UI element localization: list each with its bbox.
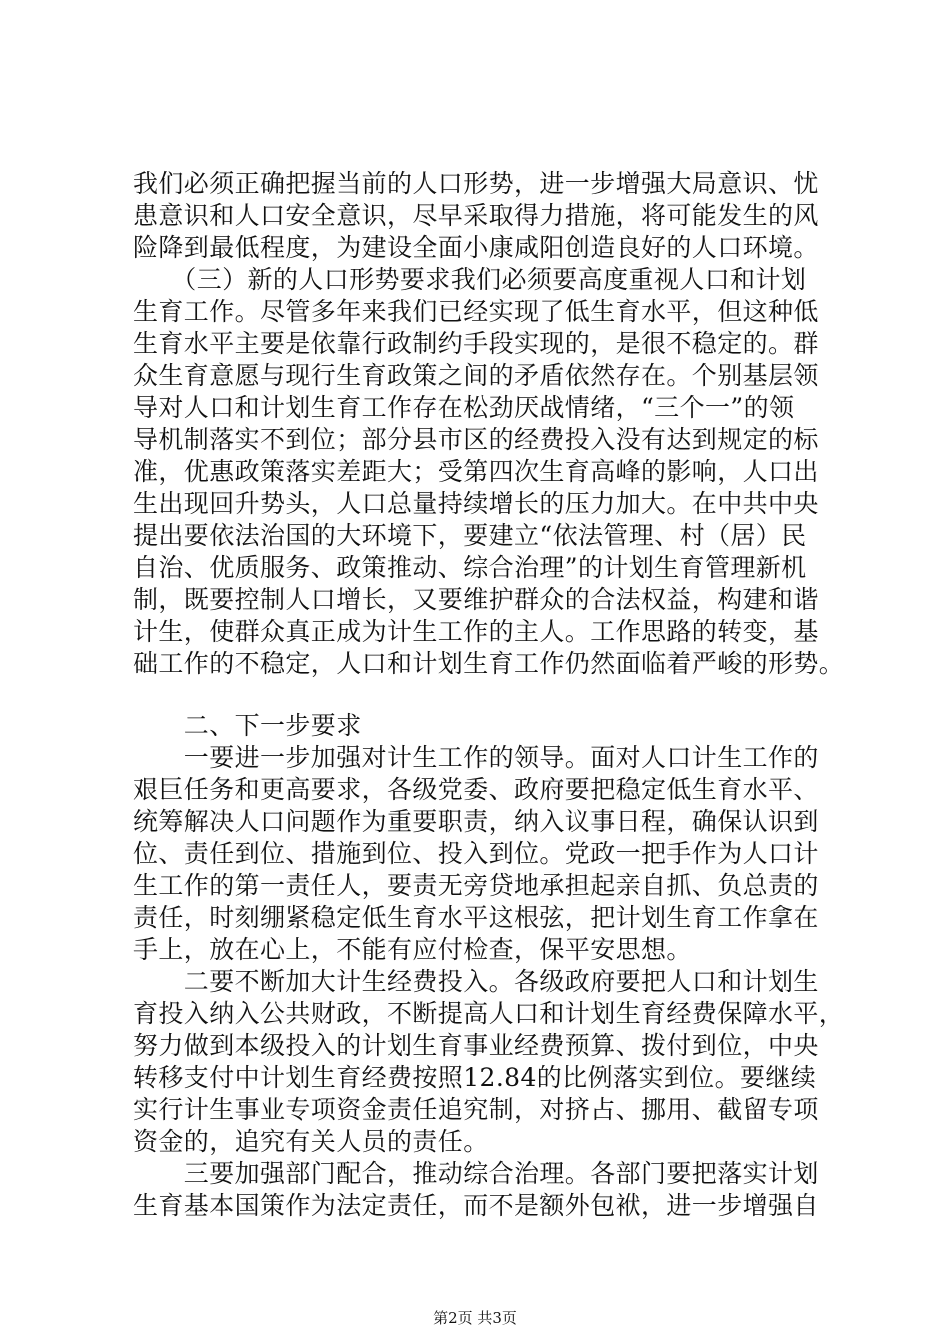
text-line: 责任，时刻绷紧稳定低生育水平这根弦，把计划生育工作拿在	[133, 903, 819, 932]
text-line: 我们必须正确把握当前的人口形势，进一步增强大局意识、忧	[133, 169, 819, 198]
text-line: 础工作的不稳定，人口和计划生育工作仍然面临着严峻的形势。	[133, 649, 845, 678]
text-line: （三）新的人口形势要求我们必须要高度重视人口和计划	[133, 265, 807, 294]
text-line: 位、责任到位、措施到位、投入到位。党政一把手作为人口计	[133, 839, 819, 868]
text-line: 实行计生事业专项资金责任追究制，对挤占、挪用、截留专项	[133, 1095, 819, 1124]
text-line: 准，优惠政策落实差距大；受第四次生育高峰的影响，人口出	[133, 457, 819, 486]
text-line: 提出要依法治国的大环境下，要建立“依法管理、村（居）民	[133, 521, 807, 550]
text-line: 生出现回升势头，人口总量持续增长的压力加大。在中共中央	[133, 489, 819, 518]
text-line: 资金的，追究有关人员的责任。	[133, 1127, 489, 1156]
text-line: 生育基本国策作为法定责任，而不是额外包袱，进一步增强自	[133, 1191, 819, 1220]
text-line: 手上，放在心上，不能有应付检查，保平安思想。	[133, 935, 692, 964]
paragraph-block-1	[133, 168, 845, 680]
page-number-label: 第2页 共3页	[433, 1309, 517, 1327]
text-line: 一要进一步加强对计生工作的领导。面对人口计生工作的	[133, 743, 819, 772]
text-line: 制，既要控制人口增长，又要维护群众的合法权益，构建和谐	[133, 585, 819, 614]
document-body	[133, 168, 845, 1222]
text-line: 努力做到本级投入的计划生育事业经费预算、拨付到位，中央	[133, 1031, 819, 1060]
text-line: 导机制落实不到位；部分县市区的经费投入没有达到规定的标	[133, 425, 819, 454]
text-line: 三要加强部门配合，推动综合治理。各部门要把落实计划	[133, 1159, 819, 1188]
text-line: 众生育意愿与现行生育政策之间的矛盾依然存在。个别基层领	[133, 361, 819, 390]
text-line: 生育水平主要是依靠行政制约手段实现的，是很不稳定的。群	[133, 329, 819, 358]
text-line: 患意识和人口安全意识，尽早采取得力措施，将可能发生的风	[133, 201, 819, 230]
text-line: 自治、优质服务、政策推动、综合治理”的计划生育管理新机	[133, 553, 807, 582]
text-line: 险降到最低程度，为建设全面小康咸阳创造良好的人口环境。	[133, 233, 819, 262]
text-line: 计生，使群众真正成为计生工作的主人。工作思路的转变，基	[133, 617, 819, 646]
text-line: 二要不断加大计生经费投入。各级政府要把人口和计划生	[133, 967, 819, 996]
text-line: 导对人口和计划生育工作存在松劲厌战情绪，“三个一”的领	[133, 393, 795, 422]
text-line: 生育工作。尽管多年来我们已经实现了低生育水平，但这种低	[133, 297, 819, 326]
paragraph-block-2	[133, 710, 845, 1222]
text-line: 转移支付中计划生育经费按照12.84的比例落实到位。要继续	[133, 1063, 817, 1092]
paragraph-gap	[133, 680, 833, 710]
text-line: 统筹解决人口问题作为重要职责，纳入议事日程，确保认识到	[133, 807, 819, 836]
page-footer	[0, 1308, 950, 1328]
text-line: 生工作的第一责任人，要责无旁贷地承担起亲自抓、负总责的	[133, 871, 819, 900]
text-line: 育投入纳入公共财政，不断提高人口和计划生育经费保障水平，	[133, 999, 845, 1028]
section-heading: 二、下一步要求	[133, 711, 362, 740]
text-line: 艰巨任务和更高要求，各级党委、政府要把稳定低生育水平、	[133, 775, 819, 804]
